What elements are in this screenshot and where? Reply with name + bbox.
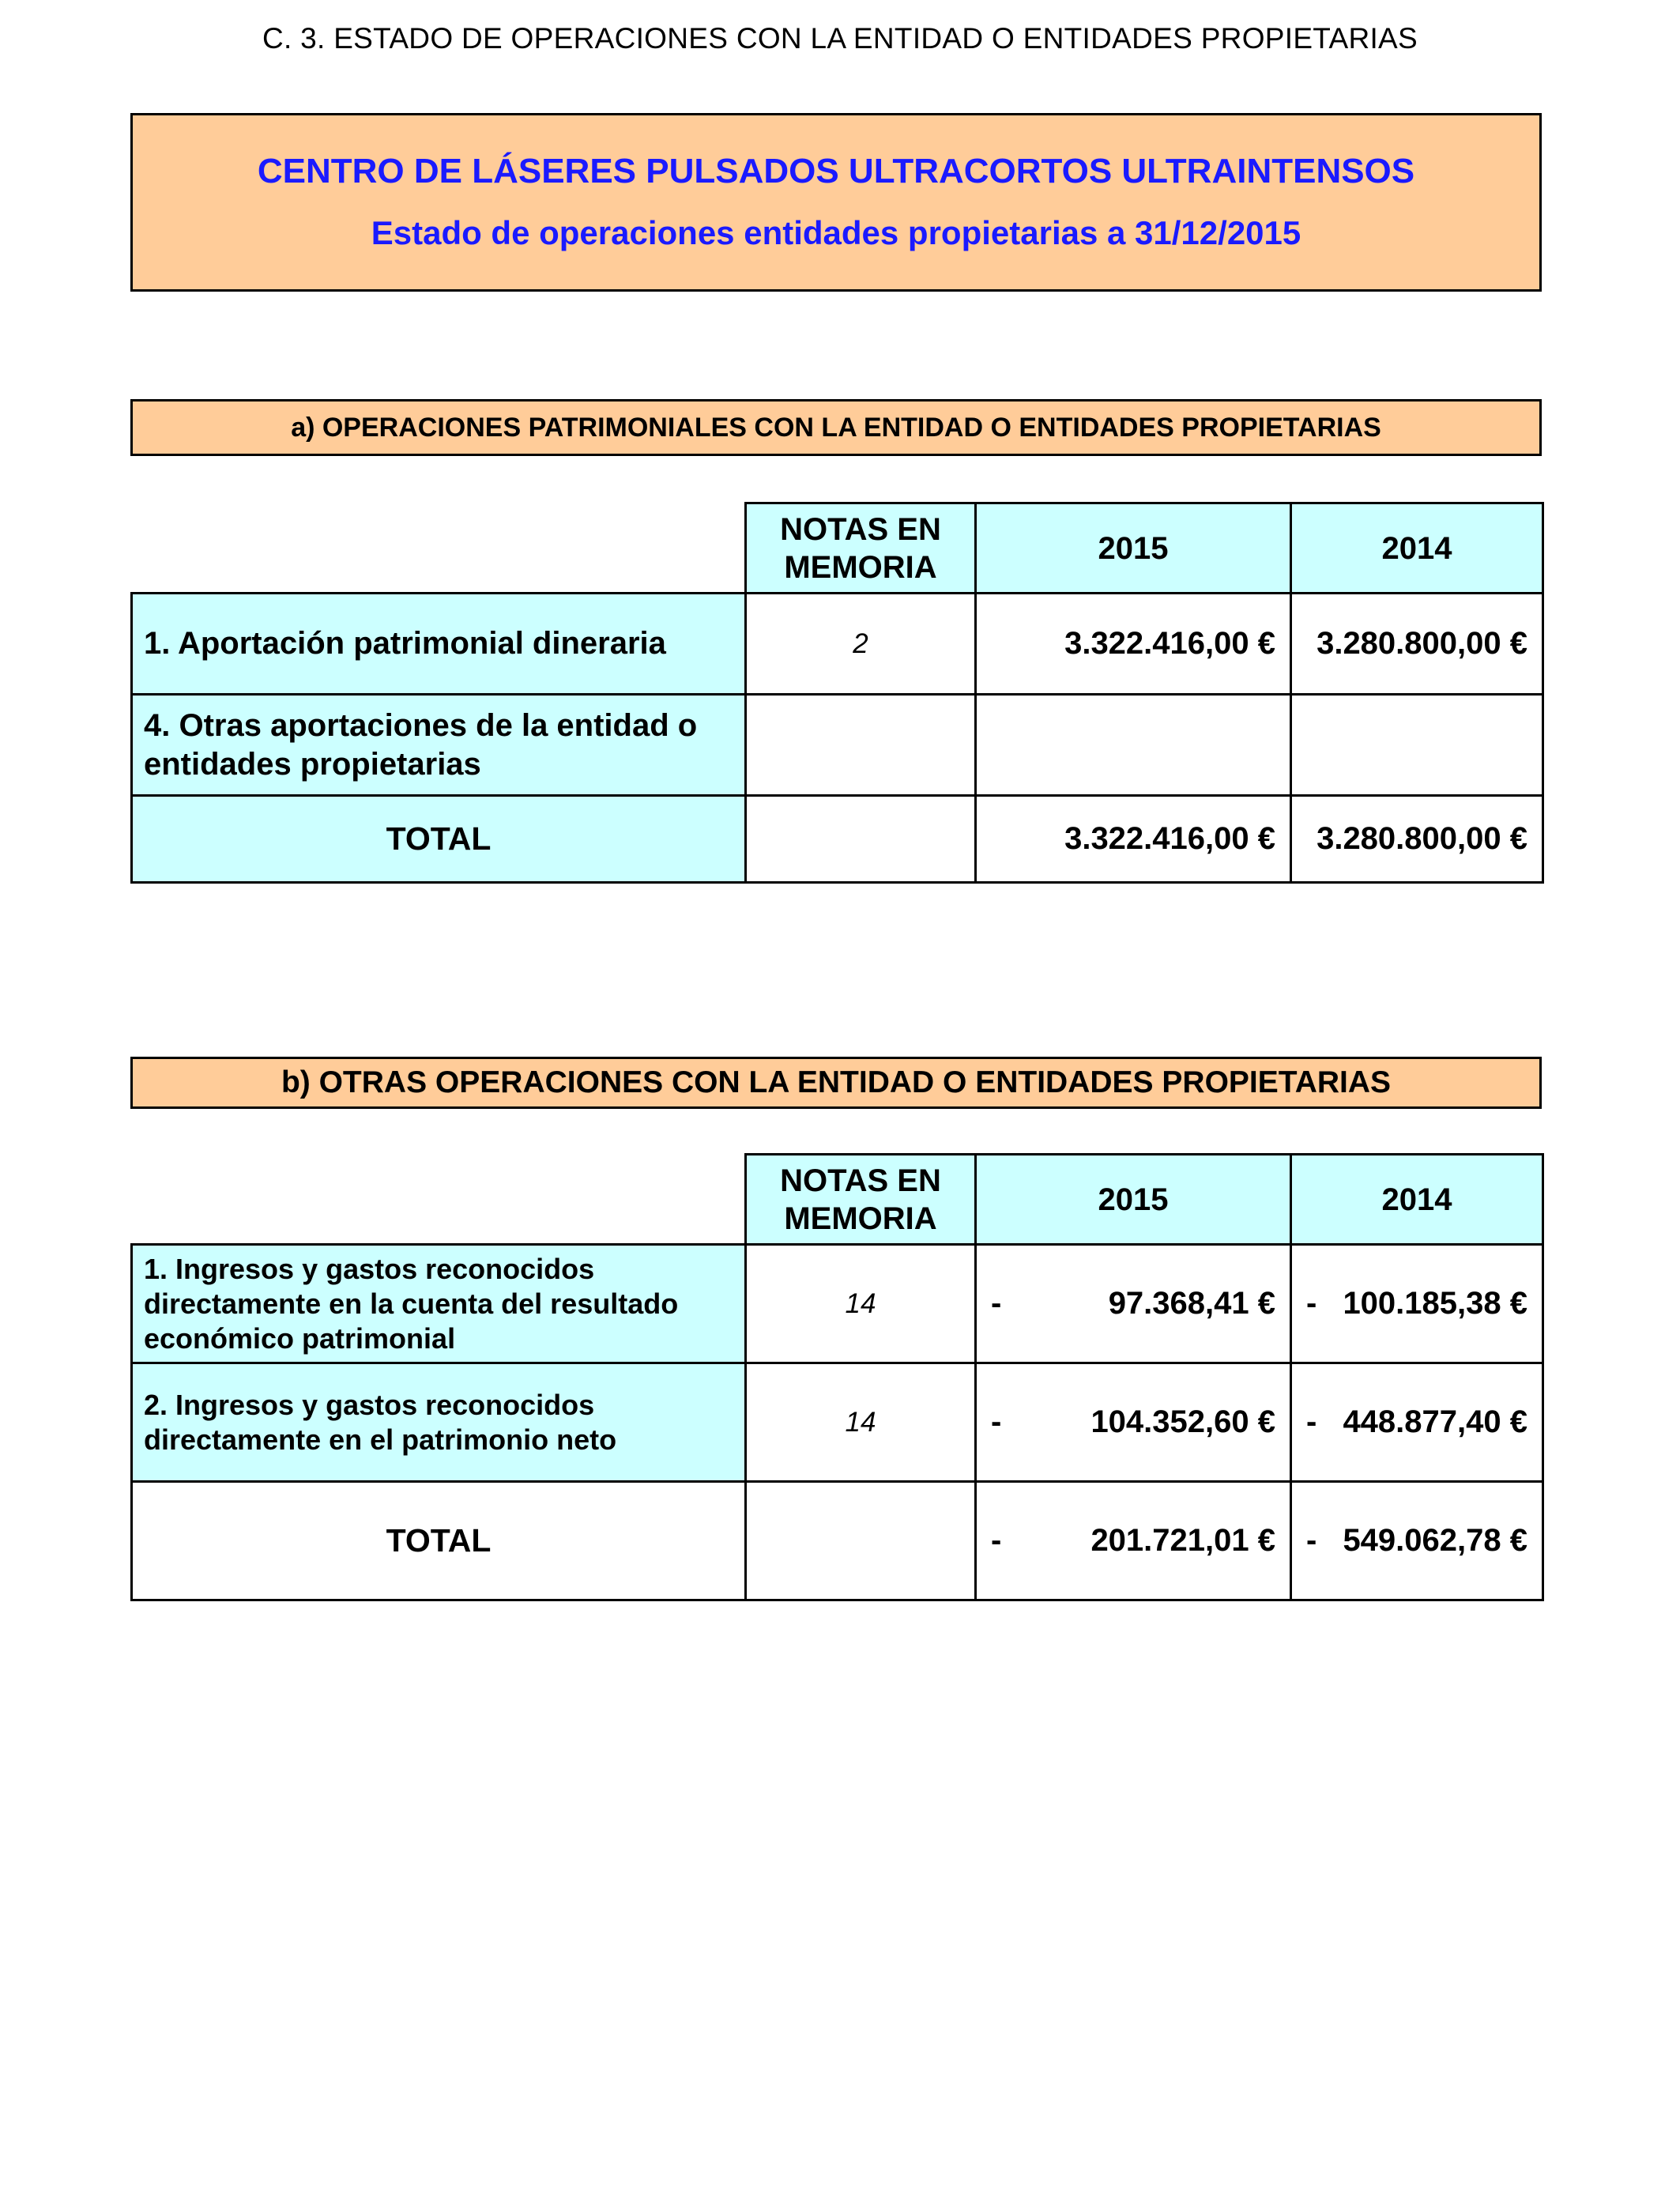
amount: 100.185,38 € <box>1343 1286 1527 1321</box>
year-2015-header: 2015 <box>976 1155 1291 1245</box>
total-row <box>132 1482 1543 1600</box>
row-value-2014 <box>1291 695 1543 796</box>
total-label: TOTAL <box>132 1482 746 1600</box>
entity-name: CENTRO DE LÁSERES PULSADOS ULTRACORTOS ULTRAINTENSOS <box>257 152 1415 190</box>
row-note: 14 <box>746 1245 976 1363</box>
row-value-2014: 3.280.800,00 € <box>1291 594 1543 695</box>
total-note <box>746 796 976 883</box>
amount: 104.352,60 € <box>1090 1404 1275 1439</box>
section-a-title: a) OPERACIONES PATRIMONIALES CON LA ENTIDAD O ENTIDADES PROPIETARIAS <box>130 399 1542 456</box>
negative-sign: - <box>991 1286 1002 1321</box>
total-row <box>132 796 1543 883</box>
report-header <box>130 113 1542 292</box>
table-row <box>132 695 1543 796</box>
row-value-2015 <box>976 695 1291 796</box>
negative-sign: - <box>1306 1286 1317 1321</box>
negative-sign: - <box>1306 1523 1317 1558</box>
row-label: 4. Otras aportaciones de la entidad o entidades propietarias <box>132 695 746 796</box>
section-b-title: b) OTRAS OPERACIONES CON LA ENTIDAD O ENTIDADES PROPIETARIAS <box>130 1057 1542 1109</box>
row-note <box>746 695 976 796</box>
total-value-2014 <box>1291 1482 1543 1600</box>
row-label: 1. Aportación patrimonial dineraria <box>132 594 746 695</box>
section-a-table <box>130 502 1544 884</box>
year-2014-header: 2014 <box>1291 1155 1543 1245</box>
empty-header-cell <box>132 1155 746 1245</box>
table-row <box>132 1363 1543 1482</box>
table-row <box>132 594 1543 695</box>
table-header-row <box>132 1155 1543 1245</box>
total-value-2014: 3.280.800,00 € <box>1291 796 1543 883</box>
table-header-row <box>132 503 1543 594</box>
notes-column-header: NOTAS EN MEMORIA <box>746 1155 976 1245</box>
row-note: 2 <box>746 594 976 695</box>
year-2015-header: 2015 <box>976 503 1291 594</box>
negative-sign: - <box>1306 1404 1317 1439</box>
negative-sign: - <box>991 1404 1002 1439</box>
section-b-table <box>130 1153 1544 1601</box>
amount: 201.721,01 € <box>1090 1523 1275 1558</box>
total-value-2015 <box>976 1482 1291 1600</box>
total-note <box>746 1482 976 1600</box>
notes-column-header: NOTAS EN MEMORIA <box>746 503 976 594</box>
row-value-2014 <box>1291 1245 1543 1363</box>
year-2014-header: 2014 <box>1291 503 1543 594</box>
total-value-2015: 3.322.416,00 € <box>976 796 1291 883</box>
row-label: 1. Ingresos y gastos reconocidos directamente en la cuenta del resultado económico patrimonial <box>132 1245 746 1363</box>
row-value-2015: 3.322.416,00 € <box>976 594 1291 695</box>
amount: 97.368,41 € <box>1108 1286 1275 1321</box>
table-row <box>132 1245 1543 1363</box>
row-value-2015 <box>976 1245 1291 1363</box>
row-note: 14 <box>746 1363 976 1482</box>
row-label: 2. Ingresos y gastos reconocidos directamente en el patrimonio neto <box>132 1363 746 1482</box>
negative-sign: - <box>991 1523 1002 1558</box>
amount: 448.877,40 € <box>1343 1404 1527 1439</box>
report-subtitle: Estado de operaciones entidades propietarias a 31/12/2015 <box>371 214 1301 251</box>
empty-header-cell <box>132 503 746 594</box>
amount: 549.062,78 € <box>1343 1523 1527 1558</box>
page-title: C. 3. ESTADO DE OPERACIONES CON LA ENTIDAD O ENTIDADES PROPIETARIAS <box>262 22 1418 55</box>
row-value-2014 <box>1291 1363 1543 1482</box>
row-value-2015 <box>976 1363 1291 1482</box>
total-label: TOTAL <box>132 796 746 883</box>
